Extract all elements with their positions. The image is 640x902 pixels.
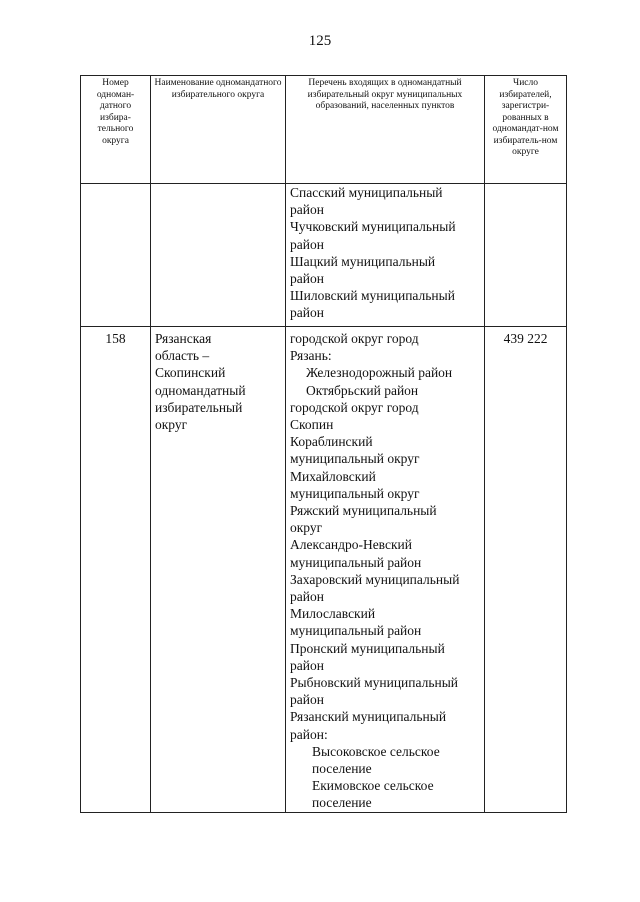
table-row-district-158 bbox=[81, 327, 567, 813]
list-item: Спасский муниципальный bbox=[290, 185, 443, 200]
page-number: 125 bbox=[308, 33, 332, 49]
list-item: Чучковский муниципальный bbox=[290, 219, 456, 235]
cell-continuation-list bbox=[286, 184, 485, 327]
list-item: муниципальный округ bbox=[290, 451, 420, 467]
cell-municipalities-list bbox=[286, 327, 485, 813]
list-item: муниципальный район bbox=[290, 623, 422, 639]
list-item: район bbox=[290, 657, 324, 673]
header-district-name: Наименование одномандатного избирательного округа bbox=[151, 76, 286, 184]
header-district-number: Номер одноман-датного избира-тельного округа bbox=[81, 76, 151, 184]
list-item: Шиловский муниципальный bbox=[290, 288, 455, 304]
list-item: Александро-Невский bbox=[290, 537, 412, 553]
list-item: Рязанский муниципальный bbox=[290, 709, 447, 725]
list-item: район bbox=[290, 305, 324, 321]
list-item: Пронский муниципальный bbox=[290, 640, 445, 656]
cell-empty bbox=[81, 184, 151, 327]
list-item: Кораблинский bbox=[290, 434, 373, 450]
list-item: район bbox=[290, 589, 324, 605]
list-item: Железнодорожный район bbox=[306, 365, 453, 381]
cell-empty bbox=[151, 184, 286, 327]
cell-empty bbox=[485, 184, 567, 327]
district-name-line: одномандатный bbox=[155, 382, 246, 398]
list-item: Рыбновский муниципальный bbox=[290, 675, 459, 691]
header-voter-count: Число избирателей, зарегистри-рованных в одномандат-ном избиратель-ном округе bbox=[485, 76, 567, 184]
list-item: городской округ город bbox=[290, 331, 419, 346]
cell-voter-count: 439 222 bbox=[485, 327, 567, 813]
header-row bbox=[81, 76, 567, 184]
list-item: Рязань: bbox=[290, 348, 332, 364]
table-row-continuation bbox=[81, 184, 567, 327]
district-name-line: область – bbox=[155, 348, 210, 364]
list-item: муниципальный округ bbox=[290, 485, 420, 501]
list-item: Захаровский муниципальный bbox=[290, 571, 460, 587]
list-item: район bbox=[290, 692, 324, 708]
list-item: Скопин bbox=[290, 417, 334, 433]
list-item: Михайловский bbox=[290, 468, 376, 484]
list-item: поселение bbox=[312, 795, 372, 811]
list-item: район bbox=[290, 236, 324, 252]
district-name-line: избирательный bbox=[155, 399, 243, 415]
list-item: поселение bbox=[312, 761, 372, 777]
list-item: Высоковское сельское bbox=[312, 743, 440, 759]
cell-district-number: 158 bbox=[81, 327, 151, 813]
list-item: округ bbox=[290, 520, 323, 536]
list-item: район: bbox=[290, 726, 328, 742]
list-item: муниципальный район bbox=[290, 554, 422, 570]
districts-table bbox=[80, 75, 567, 813]
district-name-line: Скопинский bbox=[155, 365, 226, 381]
list-item: Милославский bbox=[290, 606, 376, 622]
list-item: Екимовское сельское bbox=[312, 778, 434, 794]
list-item: Ряжский муниципальный bbox=[290, 503, 437, 519]
list-item: район bbox=[290, 271, 324, 287]
cell-district-name bbox=[151, 327, 286, 813]
district-name-line: Рязанская bbox=[155, 331, 212, 346]
list-item: район bbox=[290, 202, 324, 218]
header-municipalities-list: Перечень входящих в одномандатный избирательный округ муниципальных образований, населенных пунктов bbox=[286, 76, 485, 184]
list-item: Октябрьский район bbox=[306, 382, 419, 398]
district-name-line: округ bbox=[155, 417, 188, 433]
list-item: городской округ город bbox=[290, 399, 419, 415]
list-item: Шацкий муниципальный bbox=[290, 253, 436, 269]
